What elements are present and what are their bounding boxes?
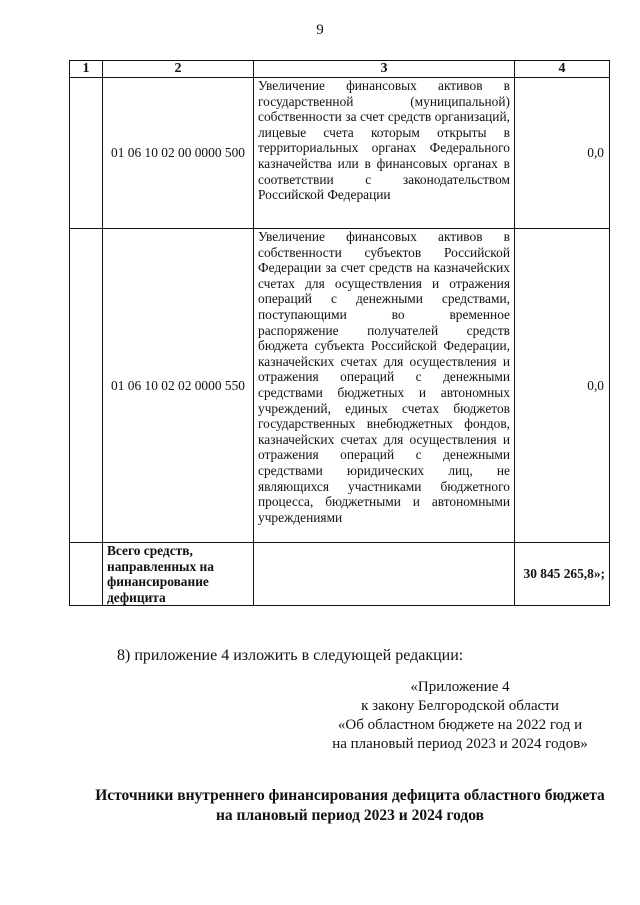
budget-code-cell: 01 06 10 02 00 0000 500	[103, 78, 254, 229]
column-header: 2	[103, 61, 254, 78]
table-row	[70, 78, 610, 229]
appendix-line: «Приложение 4	[410, 679, 510, 695]
empty-description-cell	[254, 543, 515, 606]
appendix-line: на плановый период 2023 и 2024 годов»	[332, 736, 588, 752]
appendix-line: к закону Белгородской области	[361, 698, 559, 714]
amount-cell: 0,0	[515, 78, 610, 229]
column-header: 1	[70, 61, 103, 78]
total-row	[70, 543, 610, 606]
column-header: 4	[515, 61, 610, 78]
total-label-cell: Всего средств, направленных на финансирование дефицита	[103, 543, 254, 606]
row-number-cell	[70, 78, 103, 229]
column-header: 3	[254, 61, 515, 78]
amount-cell: 0,0	[515, 229, 610, 543]
budget-code-cell: 01 06 10 02 02 0000 550	[103, 229, 254, 543]
description-cell: Увеличение финансовых активов в собственности субъектов Российской Федерации за счет средств на казначейских счетах для осуществления и отражения операций с денежными средствами, поступающими во временное распоряжение получателей средств бюджета субъекта Российской Федерации, казначейских счетах для осуществления и отражения операций с денежными средствами бюджетных и автономных учреждений, единых счетах бюджетов государственных внебюджетных фондов, казначейских счетах для осуществления и отражения операций с денежными средствами юридических лиц, не являющихся участниками бюджетного процесса, бюджетными и автономными учреждениями	[254, 229, 515, 543]
title-line: Источники внутреннего финансирования дефицита областного бюджета	[95, 787, 605, 804]
financing-sources-table	[69, 60, 610, 606]
row-number-cell	[70, 543, 103, 606]
table-row	[70, 229, 610, 543]
appendix-header	[320, 678, 600, 754]
title-line: на плановый период 2023 и 2024 годов	[216, 807, 484, 824]
table-header-row	[70, 61, 610, 78]
total-amount-cell: 30 845 265,8»;	[515, 543, 610, 606]
row-number-cell	[70, 229, 103, 543]
page-number: 9	[316, 22, 324, 38]
description-cell: Увеличение финансовых активов в государственной (муниципальной) собственности за счет средств организаций, лицевые счета которым открыты в территориальных органах Федерального казначейства или в финансовых органах в соответствии с законодательством Российской Федерации	[254, 78, 515, 229]
document-title	[60, 786, 640, 826]
appendix-line: «Об областном бюджете на 2022 год и	[337, 717, 583, 733]
amendment-instruction: 8) приложение 4 изложить в следующей редакции:	[117, 647, 464, 664]
